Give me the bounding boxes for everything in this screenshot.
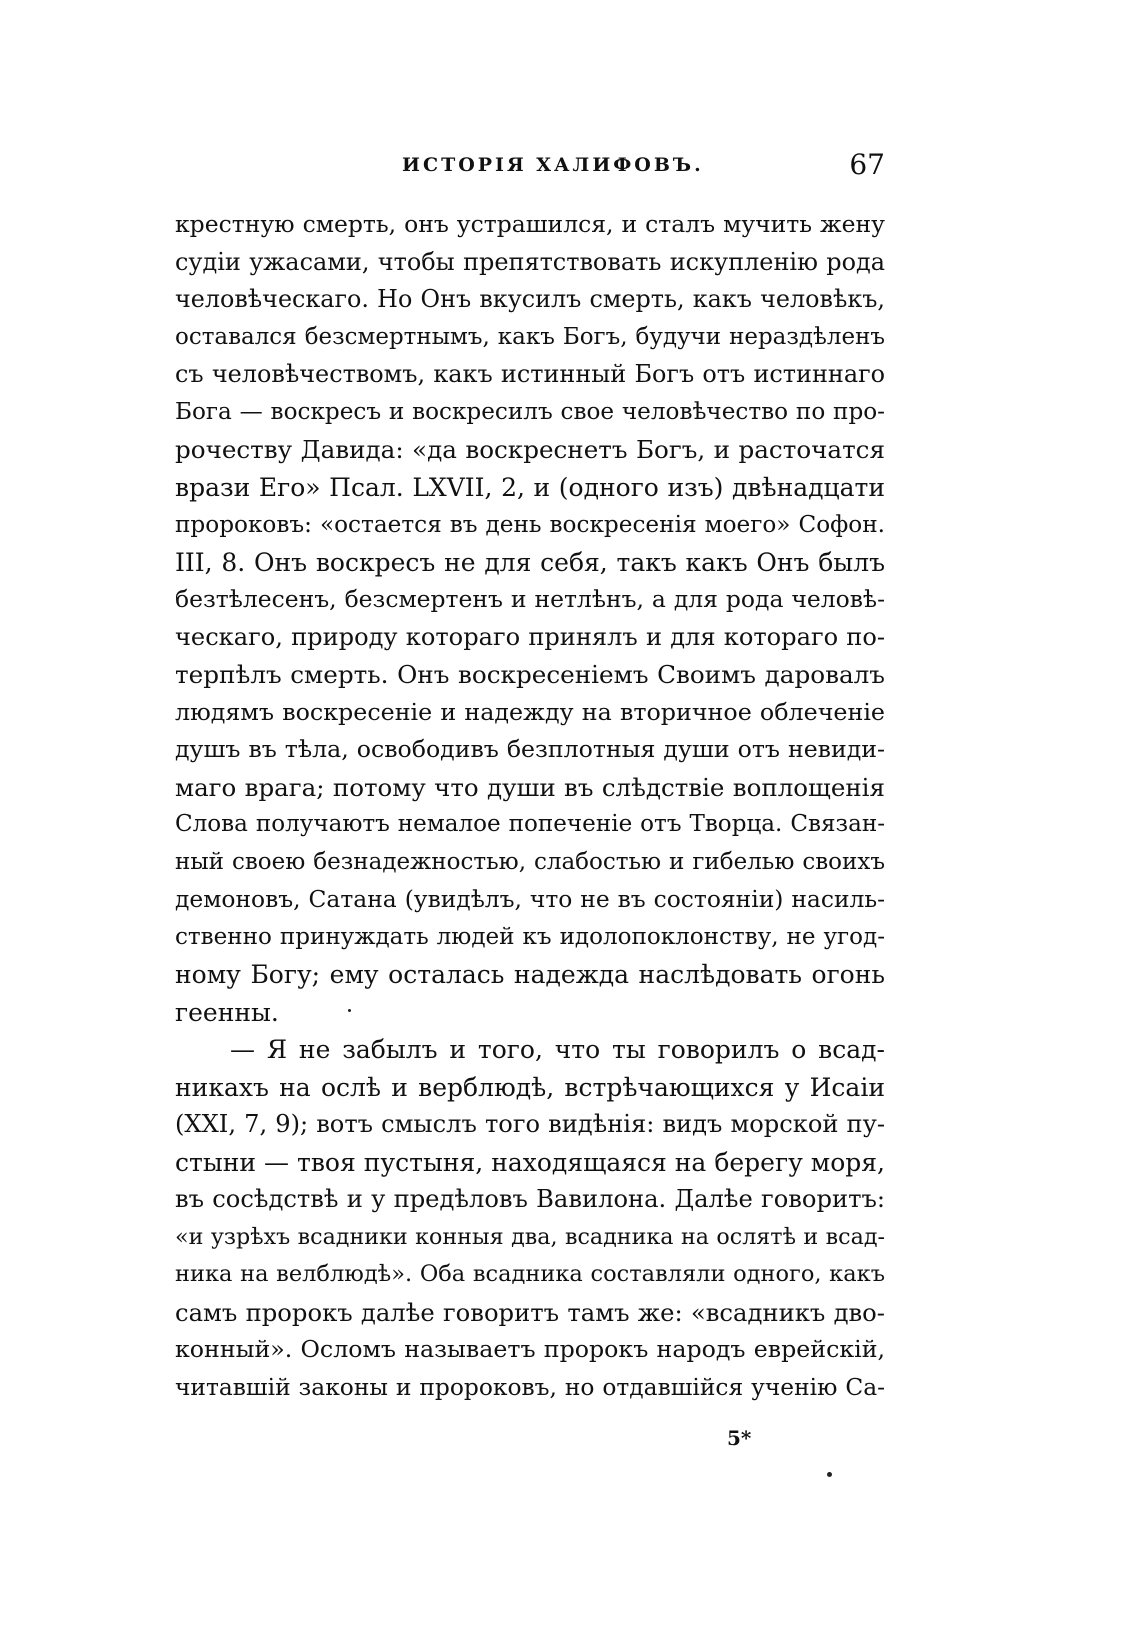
paragraph-2 [175, 1031, 885, 1406]
text-line: въ сосѣдствѣ и у предѣловъ Вавилона. Далѣе говоритъ: [175, 1185, 885, 1213]
text-line: ственно принуждать людей къ идолопоклонству, не угод- [175, 923, 885, 950]
text-line: — Я не забылъ и того, что ты говорилъ о всад- [230, 1035, 885, 1064]
text-line: никахъ на ослѣ и верблюдѣ, встрѣчающихся у Исаіи [175, 1072, 885, 1102]
text-line: судіи ужасами, чтобы препятствовать искупленію рода [175, 247, 885, 276]
text-line: оставался безсмертнымъ, какъ Богъ, будучи нераздѣленъ [175, 323, 885, 350]
running-head [175, 148, 885, 188]
text-line: ника на велблюдѣ». Оба всадника составляли одного, какъ [175, 1261, 885, 1287]
text-line: конный». Осломъ называетъ пророкъ народъ еврейскій, [175, 1335, 885, 1363]
text-line: (XXI, 7, 9); вотъ смыслъ того видѣнія: видъ морской пу- [175, 1110, 885, 1138]
text-line: терпѣлъ смерть. Онъ воскресеніемъ Своимъ даровалъ [175, 660, 885, 689]
text-line: ный своею безнадежностью, слабостью и гибелью своихъ [175, 848, 885, 875]
text-line: пророковъ: «остается въ день воскресенія моего» Софон. [175, 511, 885, 538]
running-title: ИСТОРІЯ ХАЛИФОВЪ. [402, 154, 704, 176]
text-line: III, 8. Онъ воскресъ не для себя, такъ какъ Онъ былъ [175, 547, 885, 577]
print-speck [827, 1472, 832, 1477]
text-line: безтѣлесенъ, безсмертенъ и нетлѣнъ, а для рода человѣ- [175, 585, 885, 613]
text-line: ному Богу; ему осталась надежда наслѣдовать огонь [175, 960, 885, 989]
text-line: «и узрѣхъ всадники конныя два, всадника на ослятѣ и всад- [175, 1223, 885, 1250]
text-line: крестную смерть, онъ устрашился, и сталъ мучить жену [175, 210, 885, 238]
text-line: маго врага; потому что души въ слѣдствіе воплощенія [175, 772, 885, 802]
text-line: врази Его» Псал. LXVII, 2, и (одного изъ) двѣнадцати [175, 472, 885, 502]
text-line: съ человѣчествомъ, какъ истинный Богъ отъ истиннаго [175, 360, 885, 388]
text-line: людямъ воскресеніе и надежду на вторичное облеченіе [175, 697, 885, 726]
page-number: 67 [849, 148, 885, 181]
text-line: человѣческаго. Но Онъ вкусилъ смерть, какъ человѣкъ, [175, 285, 885, 313]
text-line: душъ въ тѣла, освободивъ безплотныя души отъ невиди- [175, 735, 885, 763]
text-line: Бога — воскресъ и воскресилъ свое человѣчество по про- [175, 398, 885, 425]
text-line: самъ пророкъ далѣе говоритъ тамъ же: «всадникъ дво- [175, 1297, 885, 1327]
text-line: читавшій законы и пророковъ, но отдавшійся ученію Са- [175, 1372, 885, 1401]
text-line: рочеству Давида: «да воскреснетъ Богъ, и расточатся [175, 435, 885, 464]
text-line: геенны. [175, 997, 279, 1027]
text-line: стыни — твоя пустыня, находящаяся на берегу моря, [175, 1147, 885, 1177]
paragraph-1 [175, 206, 885, 1031]
text-line: Слова получаютъ немалое попеченіе отъ Творца. Связан- [175, 811, 885, 837]
text-body [175, 206, 885, 1406]
text-line: демоновъ, Сатана (увидѣлъ, что не въ состояніи) насиль- [175, 885, 885, 913]
print-speck [348, 1009, 351, 1012]
signature-mark: 5* [727, 1426, 752, 1450]
text-line: ческаго, природу котораго принялъ и для котораго по- [175, 622, 885, 651]
